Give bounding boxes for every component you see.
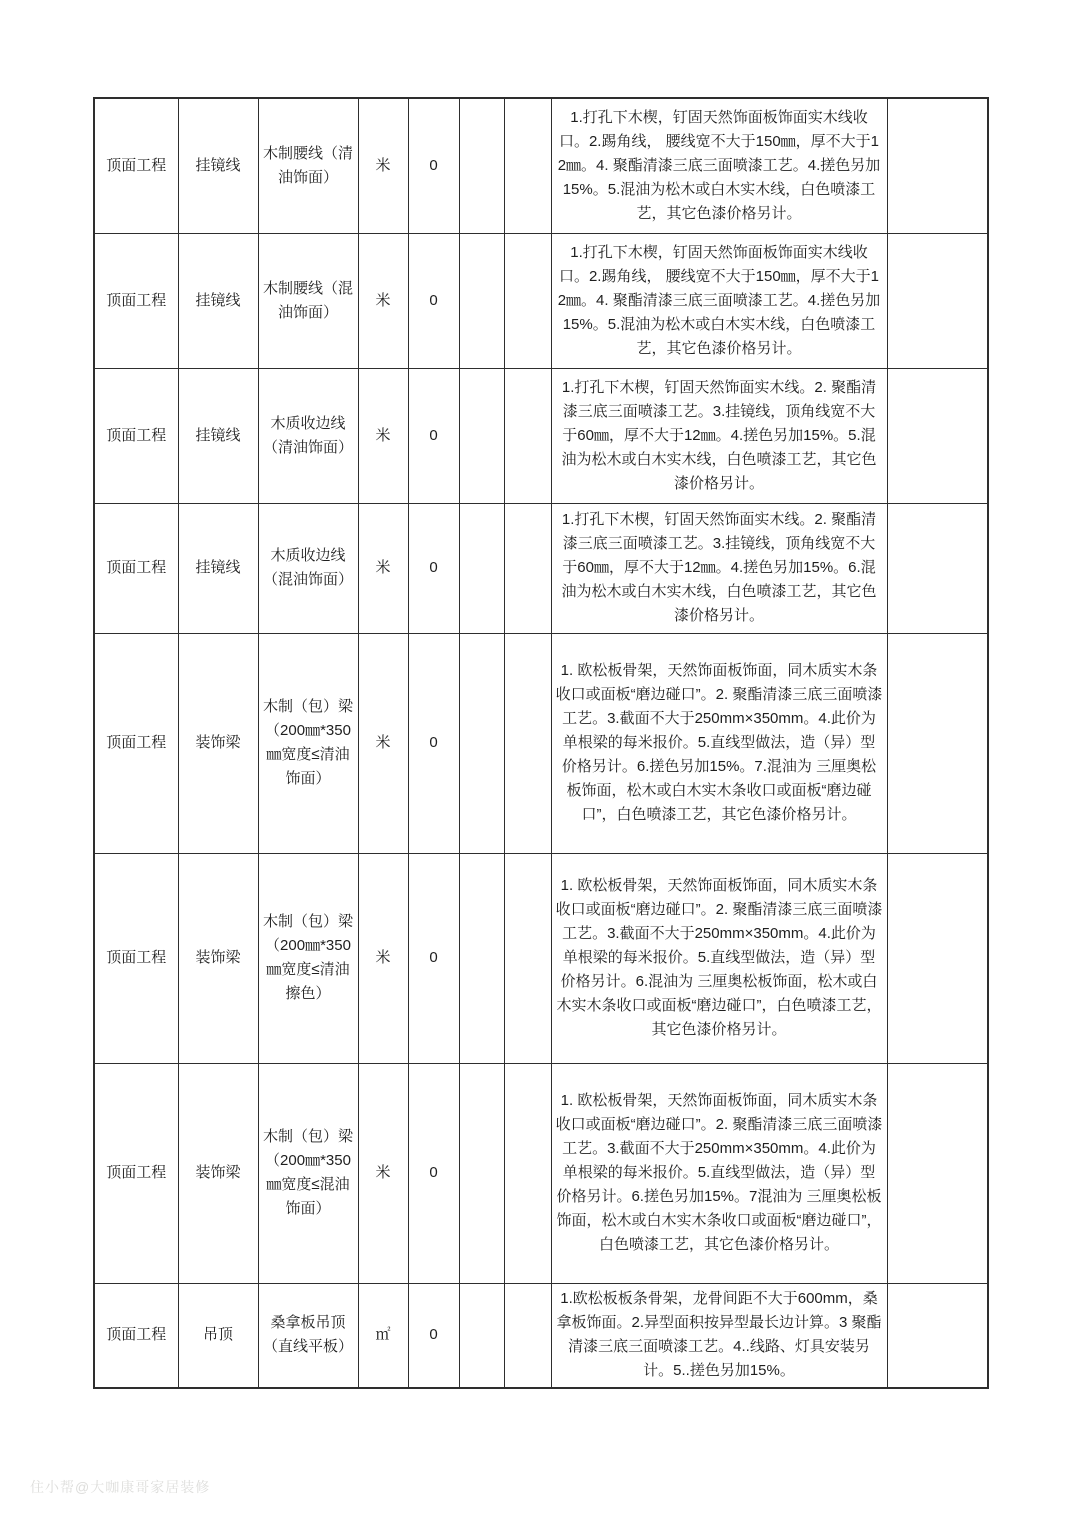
table-row [94, 1063, 988, 1283]
cell-item: 木制（包）梁（200㎜*350㎜宽度≤清油饰面） [258, 633, 358, 853]
cell-quantity: 0 [408, 98, 459, 233]
cell-subcategory: 装饰梁 [178, 1063, 258, 1283]
cell-note [887, 1063, 988, 1283]
cell-note [887, 233, 988, 368]
cell-blank-2 [504, 633, 551, 853]
cell-category: 顶面工程 [94, 503, 178, 633]
table-row [94, 368, 988, 503]
cell-blank-2 [504, 1283, 551, 1388]
cell-blank-1 [459, 853, 504, 1063]
watermark: 住小帮@大咖康哥家居装修 [30, 1479, 211, 1495]
cell-unit: ㎡ [358, 1283, 408, 1388]
cell-description: 1.打孔下木楔，钉固天然饰面板饰面实木线收口。2.踢角线， 腰线宽不大于150㎜，厚不大于12㎜。4. 聚酯清漆三底三面喷漆工艺。4.搓色另加15%。5.混油为松木或白木实木线，白色喷漆工艺，其它色漆价格另计。 [551, 98, 887, 233]
cell-category: 顶面工程 [94, 853, 178, 1063]
cell-blank-2 [504, 368, 551, 503]
cell-unit: 米 [358, 233, 408, 368]
cell-description: 1. 欧松板骨架，天然饰面板饰面，同木质实木条收口或面板“磨边碰口”。2. 聚酯清漆三底三面喷漆工艺。3.截面不大于250mm×350mm。4.此价为单根梁的每米报价。5.直线型做法，造（异）型价格另计。6.搓色另加15%。7.混油为 三厘奥松板饰面，松木或白木实木条收口或面板“磨边碰口”，白色喷漆工艺，其它色漆价格另计。 [551, 633, 887, 853]
cell-unit: 米 [358, 368, 408, 503]
cell-subcategory: 挂镜线 [178, 368, 258, 503]
cell-note [887, 368, 988, 503]
cell-note [887, 853, 988, 1063]
cell-subcategory: 装饰梁 [178, 853, 258, 1063]
cell-item: 木制（包）梁（200㎜*350㎜宽度≤混油饰面） [258, 1063, 358, 1283]
cell-blank-1 [459, 503, 504, 633]
cell-unit: 米 [358, 633, 408, 853]
cell-subcategory: 吊顶 [178, 1283, 258, 1388]
cell-description: 1. 欧松板骨架，天然饰面板饰面，同木质实木条收口或面板“磨边碰口”。2. 聚酯清漆三底三面喷漆工艺。3.截面不大于250mm×350mm。4.此价为单根梁的每米报价。5.直线型做法，造（异）型价格另计。6.混油为 三厘奥松板饰面，松木或白木实木条收口或面板“磨边碰口”，白色喷漆工艺，其它色漆价格另计。 [551, 853, 887, 1063]
table-row [94, 1283, 988, 1388]
cell-quantity: 0 [408, 853, 459, 1063]
cell-note [887, 503, 988, 633]
cell-item: 木制腰线（混油饰面） [258, 233, 358, 368]
cell-description: 1. 欧松板骨架，天然饰面板饰面，同木质实木条收口或面板“磨边碰口”。2. 聚酯清漆三底三面喷漆工艺。3.截面不大于250mm×350mm。4.此价为单根梁的每米报价。5.直线型做法，造（异）型价格另计。6.搓色另加15%。7混油为 三厘奥松板饰面，松木或白木实木条收口或面板“磨边碰口”，白色喷漆工艺，其它色漆价格另计。 [551, 1063, 887, 1283]
cell-category: 顶面工程 [94, 633, 178, 853]
cell-item: 木质收边线（混油饰面） [258, 503, 358, 633]
cell-blank-1 [459, 233, 504, 368]
cell-blank-1 [459, 98, 504, 233]
cell-blank-2 [504, 1063, 551, 1283]
cell-category: 顶面工程 [94, 368, 178, 503]
cell-note [887, 1283, 988, 1388]
cell-blank-1 [459, 633, 504, 853]
cell-note [887, 98, 988, 233]
table-row [94, 503, 988, 633]
cell-subcategory: 挂镜线 [178, 233, 258, 368]
cell-subcategory: 挂镜线 [178, 98, 258, 233]
cell-quantity: 0 [408, 1063, 459, 1283]
cell-note [887, 633, 988, 853]
cell-blank-2 [504, 503, 551, 633]
cell-subcategory: 装饰梁 [178, 633, 258, 853]
cell-unit: 米 [358, 503, 408, 633]
pricing-table [93, 97, 989, 1389]
cell-subcategory: 挂镜线 [178, 503, 258, 633]
cell-category: 顶面工程 [94, 1063, 178, 1283]
cell-blank-1 [459, 368, 504, 503]
cell-quantity: 0 [408, 633, 459, 853]
cell-description: 1.打孔下木楔，钉固天然饰面实木线。2. 聚酯清漆三底三面喷漆工艺。3.挂镜线，顶角线宽不大于60㎜，厚不大于12㎜。4.搓色另加15%。5.混油为松木或白木实木线，白色喷漆工艺，其它色漆价格另计。 [551, 368, 887, 503]
cell-description: 1.打孔下木楔，钉固天然饰面实木线。2. 聚酯清漆三底三面喷漆工艺。3.挂镜线，顶角线宽不大于60㎜，厚不大于12㎜。4.搓色另加15%。6.混油为松木或白木实木线，白色喷漆工艺，其它色漆价格另计。 [551, 503, 887, 633]
cell-category: 顶面工程 [94, 98, 178, 233]
cell-blank-2 [504, 98, 551, 233]
cell-category: 顶面工程 [94, 1283, 178, 1388]
cell-category: 顶面工程 [94, 233, 178, 368]
cell-quantity: 0 [408, 503, 459, 633]
table-row [94, 233, 988, 368]
cell-unit: 米 [358, 98, 408, 233]
cell-description: 1.打孔下木楔，钉固天然饰面板饰面实木线收口。2.踢角线， 腰线宽不大于150㎜，厚不大于12㎜。4. 聚酯清漆三底三面喷漆工艺。4.搓色另加15%。5.混油为松木或白木实木线，白色喷漆工艺，其它色漆价格另计。 [551, 233, 887, 368]
cell-quantity: 0 [408, 368, 459, 503]
table-row [94, 633, 988, 853]
cell-item: 桑拿板吊顶（直线平板） [258, 1283, 358, 1388]
cell-blank-2 [504, 233, 551, 368]
cell-description: 1.欧松板板条骨架，龙骨间距不大于600mm，桑拿板饰面。2.异型面积按异型最长边计算。3 聚酯清漆三底三面喷漆工艺。4..线路、灯具安装另计。5..搓色另加15%。 [551, 1283, 887, 1388]
cell-unit: 米 [358, 1063, 408, 1283]
cell-quantity: 0 [408, 233, 459, 368]
cell-item: 木制（包）梁（200㎜*350㎜宽度≤清油擦色） [258, 853, 358, 1063]
table-row [94, 98, 988, 233]
cell-blank-1 [459, 1063, 504, 1283]
cell-unit: 米 [358, 853, 408, 1063]
cell-blank-1 [459, 1283, 504, 1388]
table-row [94, 853, 988, 1063]
document-sheet [93, 97, 989, 1389]
cell-item: 木质收边线（清油饰面） [258, 368, 358, 503]
cell-quantity: 0 [408, 1283, 459, 1388]
cell-blank-2 [504, 853, 551, 1063]
cell-item: 木制腰线（清油饰面） [258, 98, 358, 233]
